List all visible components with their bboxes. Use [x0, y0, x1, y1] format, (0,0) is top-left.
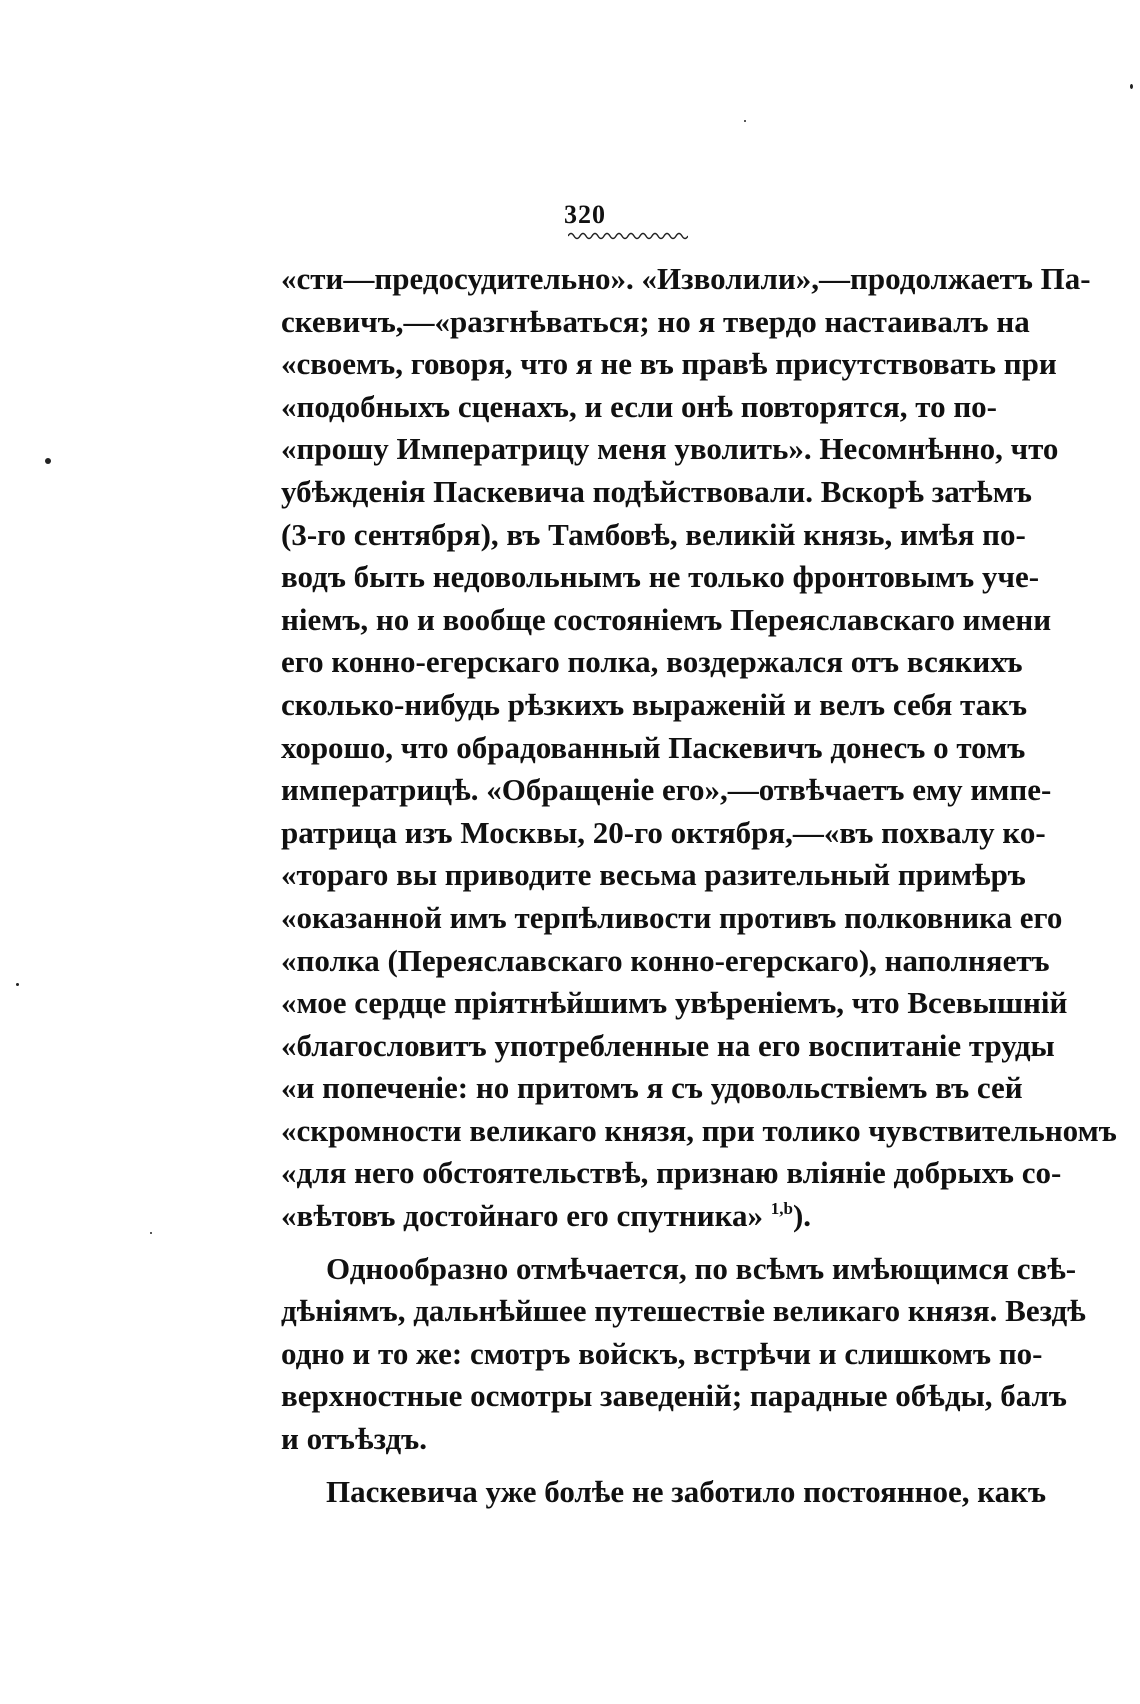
text-line: убѣжденія Паскевича подѣйствовали. Вскорѣ затѣмъ [281, 473, 1032, 509]
text-line: (3-го сентября), въ Тамбовѣ, великій князь, имѣя по- [281, 516, 1026, 552]
text-line: дѣніямъ, дальнѣйшее путешествіе великаго князя. Вездѣ [281, 1293, 1086, 1329]
margin-speck [45, 458, 51, 464]
text-line: водъ быть недовольнымъ не только фронтовымъ уче- [281, 559, 1040, 595]
margin-speck [16, 983, 19, 986]
text-line: скевичъ,—«разгнѣваться; но я твердо настаивалъ на [281, 303, 1030, 339]
margin-speck [1130, 84, 1133, 89]
text-line: «тораго вы приводите весьма разительный примѣръ [281, 857, 1026, 893]
text-line: «полка (Переяславскаго конно-егерскаго), наполняетъ [281, 942, 1050, 978]
closing-punctuation: ). [792, 1198, 812, 1234]
text-line: «скромности великаго князя, при толико чувствительномъ [281, 1112, 1117, 1148]
text-line: «для него обстоятельствѣ, признаю вліяніе добрыхъ со- [281, 1155, 1062, 1191]
text-line: Паскевича уже болѣе не заботило постоянное, какъ [326, 1473, 1047, 1509]
text-line: «своемъ, говоря, что я не въ правѣ присутствовать при [281, 346, 1057, 382]
footnote-reference: 1,b [770, 1199, 793, 1219]
margin-speck [744, 120, 746, 122]
text-line: хорошо, что обрадованный Паскевичъ донесъ о томъ [281, 729, 1026, 765]
text-line: «благословитъ употребленные на его воспитаніе труды [281, 1027, 1055, 1063]
wavy-rule-ornament [568, 231, 688, 241]
text-line: сколько-нибудь рѣзкихъ выраженій и велъ себя такъ [281, 686, 1028, 722]
paragraph [281, 258, 1117, 1238]
page-number: 320 [564, 200, 606, 229]
text-line: Однообразно отмѣчается, по всѣмъ имѣющимся свѣ- [326, 1250, 1077, 1286]
text-line-last [281, 1195, 981, 1238]
paragraph [281, 1471, 1047, 1514]
text-line: «и попеченіе: но притомъ я съ удовольствіемъ въ сей [281, 1070, 1023, 1106]
margin-speck [150, 1232, 152, 1234]
text-line: «мое сердце пріятнѣйшимъ увѣреніемъ, что Всевышній [281, 985, 1068, 1021]
text-line: императрицѣ. «Обращеніе его»,—отвѣчаетъ ему импе- [281, 772, 1052, 808]
paragraph-gap [281, 1238, 981, 1248]
text-line: верхностные осмотры заведеній; парадные обѣды, балъ [281, 1378, 1068, 1414]
text-line: ніемъ, но и вообще состояніемъ Переяславскаго имени [281, 601, 1052, 637]
paragraph [281, 1248, 1086, 1461]
text-line: «оказанной имъ терпѣливости противъ полковника его [281, 899, 1063, 935]
text-line: «прошу Императрицу меня уволить». Несомнѣнно, что [281, 431, 1059, 467]
text-line: «сти—предосудительно». «Изволили»,—продолжаетъ Па- [281, 261, 1091, 296]
text-line-last: и отъѣздъ. [281, 1421, 428, 1457]
text-line: «подобныхъ сценахъ, и если онѣ повторятся, то по- [281, 388, 997, 424]
text-line: его конно-егерскаго полка, воздержался отъ всякихъ [281, 644, 1023, 680]
body-text [281, 258, 1117, 1513]
text-line: ратрица изъ Москвы, 20-го октября,—«въ похвалу ко- [281, 814, 1046, 850]
paragraph-gap [281, 1461, 981, 1471]
text-line: одно и то же: смотръ войскъ, встрѣчи и слишкомъ по- [281, 1335, 1043, 1371]
text-line-content: «вѣтовъ достойнаго его спутника» [281, 1198, 763, 1234]
